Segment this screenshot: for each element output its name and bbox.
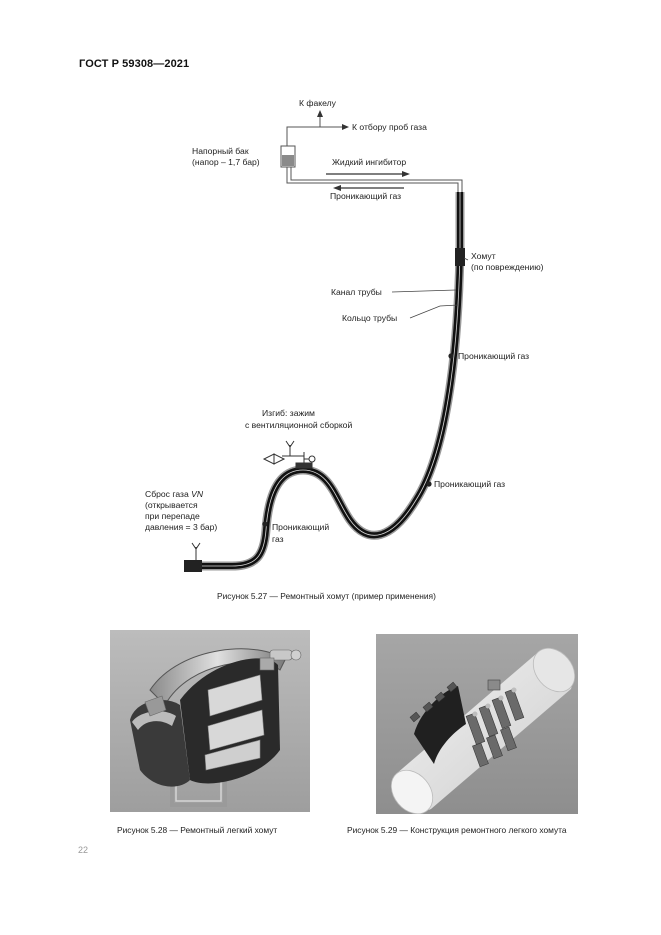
label-clamp-line1: Хомут: [471, 251, 496, 261]
label-to-sampling: К отбору проб газа: [352, 122, 427, 132]
figure-caption-5-27: Рисунок 5.27 — Ремонтный хомут (пример применения): [217, 591, 436, 601]
photo-repair-clamp: [110, 630, 310, 812]
figure-caption-5-29: Рисунок 5.29 — Конструкция ремонтного легкого хомута: [347, 825, 567, 835]
arrow-up-to-flare: [317, 110, 323, 117]
label-permeating-gas-bend-line2: газ: [272, 534, 284, 544]
label-clamp-line2: (по повреждению): [471, 262, 544, 272]
photo-repair-clamp-design: [376, 634, 578, 814]
label-vent-line3: при перепаде: [145, 511, 200, 521]
label-bend-line1: Изгиб: зажим: [262, 408, 315, 418]
label-tank-line2: (напор – 1,7 бар): [192, 157, 260, 167]
bend-vent-assembly: [264, 441, 315, 468]
label-to-flare: К факелу: [299, 98, 336, 108]
label-vent-line1: Сброс газа VN: [145, 489, 204, 499]
figure-caption-5-28: Рисунок 5.28 — Ремонтный легкий хомут: [117, 825, 278, 835]
repair-clamp-illustration: [110, 630, 310, 812]
label-vent-line2: (открывается: [145, 500, 198, 510]
permeation-dot-bend: [262, 521, 267, 526]
label-bend-line2: с вентиляционной сборкой: [245, 420, 353, 430]
label-pipe-channel: Канал трубы: [331, 287, 382, 297]
permeation-dot-low: [426, 481, 431, 486]
standard-header: ГОСТ Р 59308—2021: [79, 58, 190, 70]
label-liquid-inhibitor: Жидкий ингибитор: [332, 157, 407, 167]
main-pipe: [186, 192, 460, 566]
label-tank-line1: Напорный бак: [192, 146, 249, 156]
label-pipe-ring: Кольцо трубы: [342, 313, 398, 323]
page-number: 22: [78, 845, 89, 855]
label-vent-line4: давления = 3 бар): [145, 522, 218, 532]
label-permeating-gas-low: Проникающий газ: [434, 479, 506, 489]
pipe-end-flange: [184, 560, 202, 572]
label-permeating-gas-top: Проникающий газ: [330, 191, 402, 201]
label-permeating-gas-bend-line1: Проникающий: [272, 522, 330, 532]
label-permeating-gas-mid: Проникающий газ: [458, 351, 530, 361]
repair-clamp-design-illustration: [376, 634, 578, 814]
arrow-right-to-sampling: [342, 124, 349, 130]
flow-arrows: [326, 171, 410, 191]
clamp-marker: [455, 248, 465, 266]
permeation-dot-mid: [448, 353, 453, 358]
